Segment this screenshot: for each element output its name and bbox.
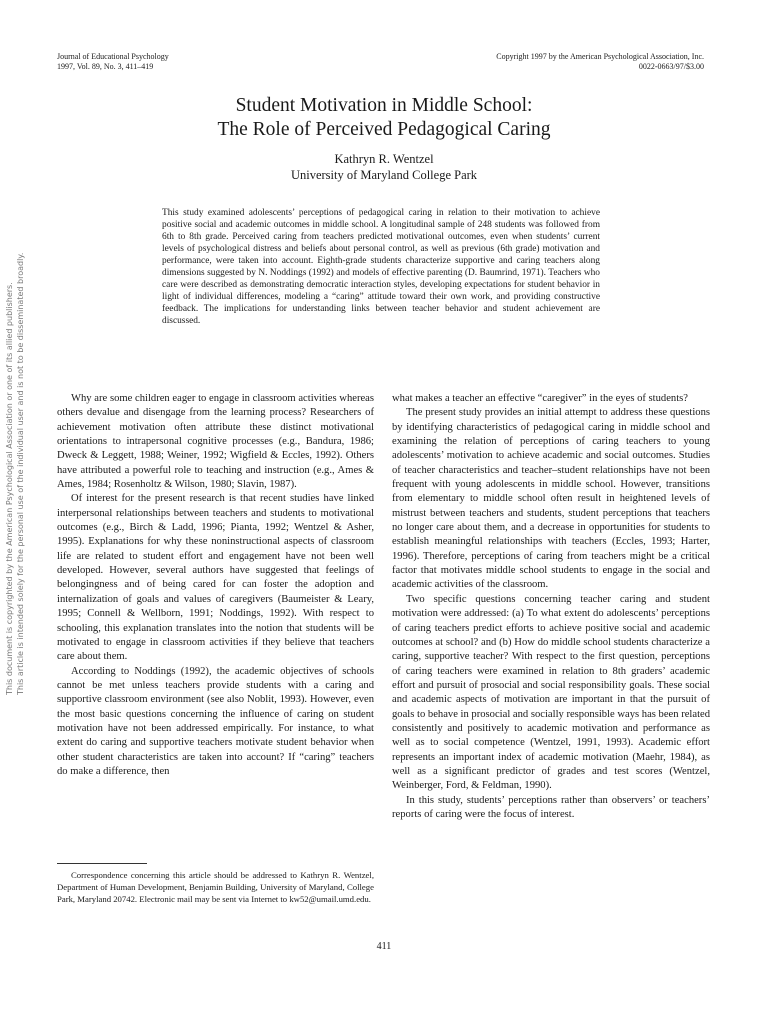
author-name: Kathryn R. Wentzel xyxy=(334,152,434,166)
paragraph: According to Noddings (1992), the academic objectives of schools cannot be met unless teachers provide students with a caring and supportive classroom environment (see also Noblit, 1993). However, even the most basic questions concerning the influence of caring on student motivation have not been addressed empirically. For instance, to what extent do caring and supportive teachers motivate student behavior when other student characteristics are taken into account? If “caring” teachers do make a difference, then xyxy=(57,665,374,777)
side-notice-line-1: This document is copyrighted by the American Psychological Association or one of its allied publishers. xyxy=(5,282,14,695)
article-title xyxy=(0,94,768,142)
paragraph: Of interest for the present research is that recent studies have linked interpersonal relationships between teachers and students to motivational outcomes (e.g., Birch & Ladd, 1996; Pianta, 1992; Wentzel & Asher, 1995). Explanations for why these noninstructional aspects of classroom life are related to student effort and engagement have not been well developed. However, several authors have suggested that feelings of belongingness and of being cared for can foster the adoption and internalization of goals and values of caregivers (Baumeister & Leary, 1995; Connell & Wellborn, 1991; Noddings, 1992). With respect to schooling, this explanation translates into the notion that students will be motivated to engage in classroom activities if they believe that teachers care about them. xyxy=(57,493,374,663)
journal-citation: 1997, Vol. 89, No. 3, 411–419 xyxy=(57,61,154,71)
title-line-1: Student Motivation in Middle School: xyxy=(235,95,533,116)
paragraph: Why are some children eager to engage in classroom activities whereas others devalue and disengage from the learning process? Researchers of achievement motivation often attribute these distinct motivational orientations to intrapersonal cognitive processes (e.g., Bandura, 1986; Dweck & Leggett, 1988; Weiner, 1992; Wigfield & Eccles, 1992). Others have attributed a powerful role to teaching and instruction (e.g., Ames & Ames, 1984; Rosenholtz & Wilson, 1980; Slavin, 1987). xyxy=(57,393,374,491)
footnote-divider xyxy=(57,863,147,864)
copyright-header xyxy=(496,52,704,71)
side-copyright-notice xyxy=(4,252,40,695)
author-block xyxy=(0,151,768,183)
body-column-left xyxy=(57,392,374,779)
page-number: 411 xyxy=(376,941,392,952)
paragraph: The present study provides an initial attempt to address these questions by identifying characteristics of pedagogical caring in middle school and examining the relation of perceptions of caring teachers to young adolescents’ motivation to achieve academic and social outcomes. Studies of teacher characteristics and teacher–student relationships have not been frequent with young adolescents in middle school. However, transitions from elementary to middle school often result in heightened levels of mistrust between teachers and students, student perceptions that teachers no longer care about them, and a decrease in opportunities for students to establish meaningful relationships with teachers (Eccles, 1993; Harter, 1996). Therefore, perceptions of caring from teachers might be a critical factor that motivates middle school students to engage in the social and academic activities of the classroom. xyxy=(392,407,710,591)
title-line-2: The Role of Perceived Pedagogical Caring xyxy=(217,119,551,140)
body-column-right xyxy=(392,392,710,822)
journal-name: Journal of Educational Psychology xyxy=(57,52,169,61)
paragraph: In this study, students’ perceptions rather than observers’ or teachers’ reports of caring were the focus of interest. xyxy=(392,794,710,820)
abstract: This study examined adolescents’ perceptions of pedagogical caring in relation to their motivation to achieve positive social and academic outcomes in middle school. A longitudinal sample of 248 students was followed from 6th to 8th grade. Perceived caring from teachers predicted motivational outcomes, even when students’ current levels of psychological distress and beliefs about personal control, as well as previous (6th grade) motivation and performance, were taken into account. Eighth-grade students characterize supportive and caring teachers along dimensions suggested by N. Noddings (1992) and models of effective parenting (D. Baumrind, 1971). Teachers who care were described as demonstrating democratic interaction styles, developing expectations for student behavior in light of individual differences, modeling a “caring” attitude toward their own work, and providing constructive feedback. The implications for understanding links between teacher behavior and student achievement are discussed. xyxy=(162,208,600,327)
side-notice-text xyxy=(4,252,40,695)
copyright-line: Copyright 1997 by the American Psychological Association, Inc. xyxy=(496,52,704,61)
issn-code: 0022-0663/97/$3.00 xyxy=(638,61,704,71)
footnote xyxy=(57,870,374,905)
footnote-text: Correspondence concerning this article should be addressed to Kathryn R. Wentzel, Department of Human Development, Benjamin Building, University of Maryland, College Park, Maryland 20742. Electronic mail may be sent via Internet to kw52@umail.umd.edu. xyxy=(57,870,374,904)
side-notice-line-2: This article is intended solely for the personal use of the individual user and is not to be disseminated broadly. xyxy=(16,252,25,695)
paragraph: Two specific questions concerning teacher caring and student motivation were addressed: (a) To what extent do adolescents’ perceptions of caring teachers predict efforts to achieve positive social and academic outcomes at school? and (b) How do middle school students characterize a caring, supportive teacher? With respect to the first question, perceptions of caring teachers were examined in relation to 8th graders’ academic effort and pursuit of prosocial and social responsibility goals. These social and academic aspects of motivation are important in that the pursuit of goals to behave in prosocial and socially responsible ways has been related consistently and positively to academic motivation and performance as well as to social competence (Wentzel, 1991, 1993). Academic effort represents an important index of academic motivation (Maehr, 1984), as well as a significant predictor of grades and test scores (Wentzel, Weinberger, Ford, & Feldman, 1990). xyxy=(392,593,711,792)
author-affiliation: University of Maryland College Park xyxy=(290,168,478,182)
journal-header xyxy=(57,52,169,71)
paragraph: what makes a teacher an effective “caregiver” in the eyes of students? xyxy=(392,393,688,404)
